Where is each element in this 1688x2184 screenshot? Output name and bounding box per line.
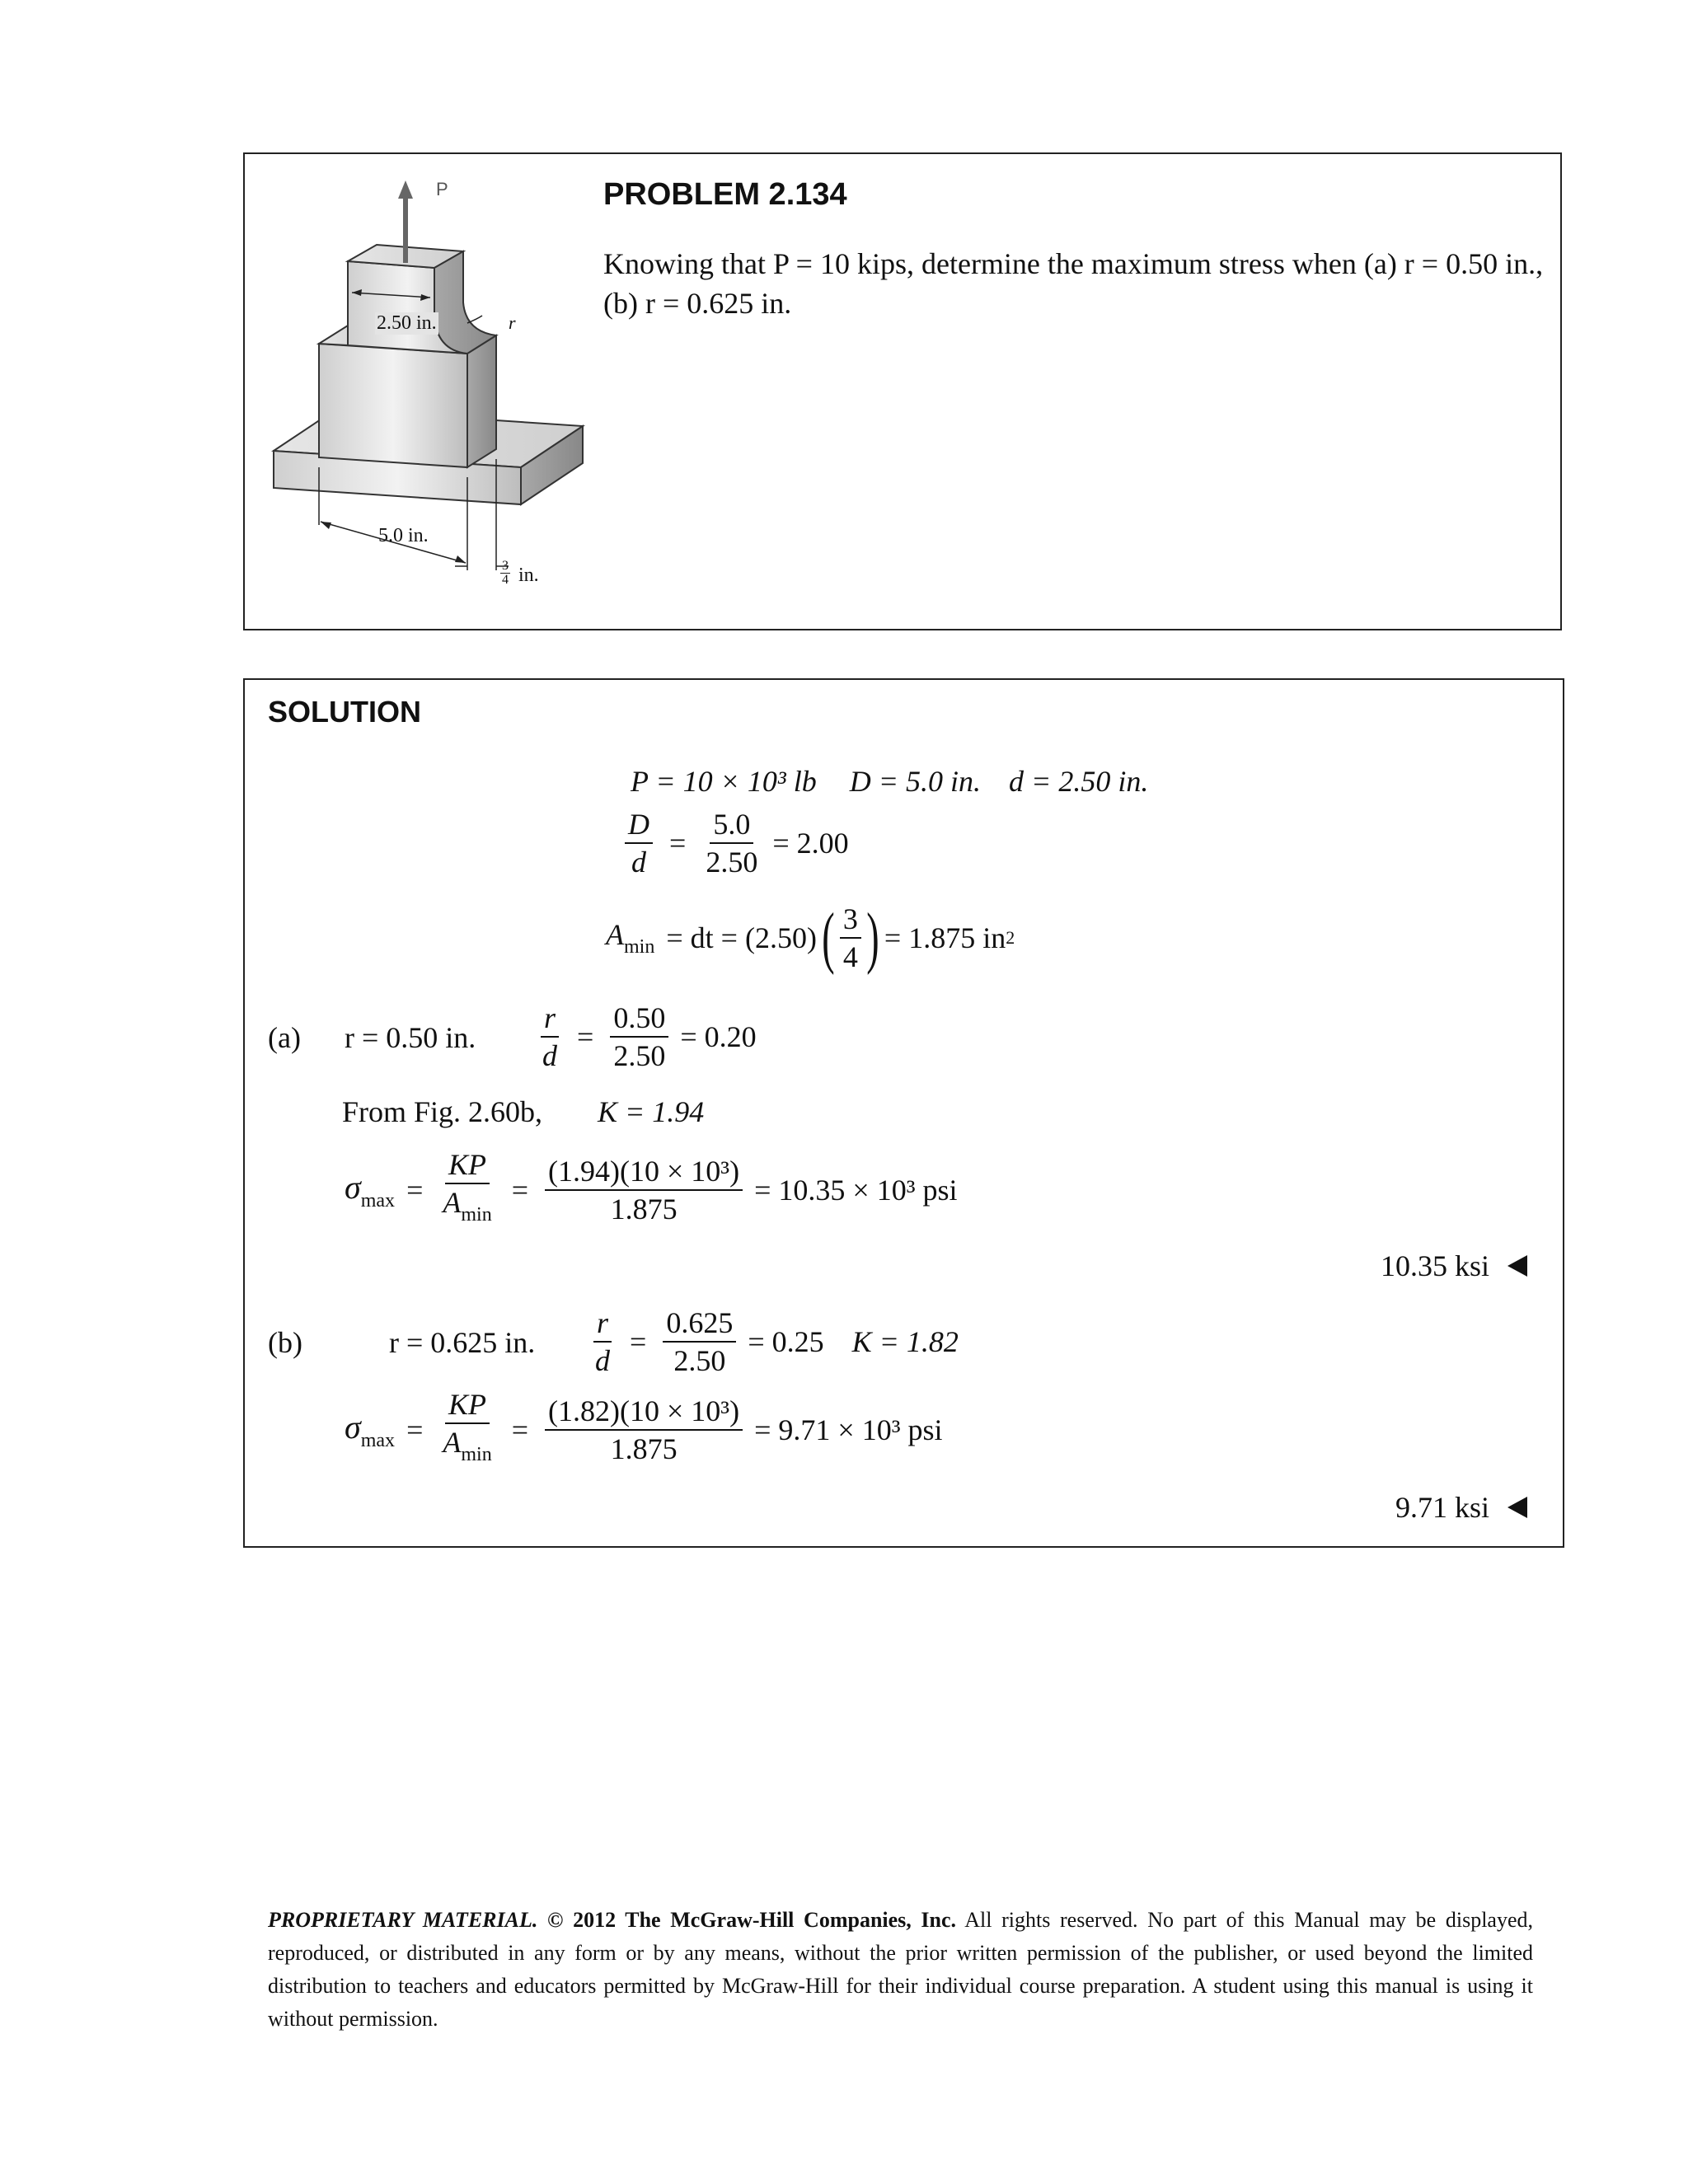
- part-a-label: (a): [268, 1021, 301, 1054]
- part-a-fig-ref: From Fig. 2.60b,: [342, 1095, 543, 1128]
- problem-statement-line2: (b) r = 0.625 in.: [603, 287, 792, 320]
- paren-right: ): [866, 899, 879, 976]
- paren-left: (: [822, 899, 835, 976]
- area-eq1: = dt = (2.50): [666, 921, 817, 954]
- figure-thickness-num: 3: [502, 559, 509, 573]
- solution-heading: SOLUTION: [268, 695, 421, 729]
- copyright-footer: [268, 1904, 1533, 2036]
- frac-ratio-b: [663, 1306, 736, 1377]
- given-d: d = 2.50 in.: [1009, 765, 1149, 798]
- part-a-r: r = 0.50 in.: [345, 1021, 476, 1054]
- area-symbol: [606, 917, 654, 958]
- part-b-r: r = 0.625 in.: [389, 1326, 536, 1359]
- sigma-max: [345, 1408, 395, 1452]
- frac-den: [439, 1184, 495, 1231]
- frac-num: (1.82)(10 × 10³): [545, 1394, 743, 1431]
- frac-den: 2.50: [673, 1344, 726, 1377]
- area-equation: [606, 899, 1015, 976]
- problem-title: PROBLEM 2.134: [603, 177, 847, 212]
- figure-base-label: 5.0 in.: [378, 525, 429, 546]
- frac-den: d: [542, 1039, 557, 1072]
- part-b-ratio: [587, 1306, 959, 1377]
- answer-marker-icon: [1507, 1497, 1527, 1518]
- frac-den: d: [631, 846, 646, 879]
- given-P: P = 10 × 10³ lb: [631, 765, 817, 798]
- part-b-ratio-result: = 0.25: [748, 1325, 824, 1358]
- ratio-Dd: [620, 808, 849, 879]
- frac-stress-b: [545, 1394, 743, 1465]
- equals-sign: =: [669, 827, 687, 860]
- frac-num: 5.0: [710, 808, 753, 844]
- equals-sign: =: [406, 1413, 424, 1446]
- frac-num: (1.94)(10 × 10³): [545, 1155, 743, 1191]
- frac-num: KP: [445, 1148, 490, 1184]
- sigma-sub: max: [360, 1189, 396, 1212]
- frac-den: 1.875: [610, 1432, 678, 1465]
- frac-den: [439, 1424, 495, 1471]
- figure-thickness-den: 4: [502, 573, 509, 587]
- problem-figure: [261, 171, 607, 616]
- figure-radius-label: r: [509, 312, 516, 333]
- frac-den: 2.50: [613, 1039, 666, 1072]
- frac-num: 0.625: [663, 1306, 736, 1343]
- frac-num: 0.50: [610, 1001, 668, 1038]
- frac-den: 2.50: [706, 846, 758, 879]
- frac-3-over-4: [840, 902, 861, 973]
- answer-marker-icon: [1507, 1255, 1527, 1277]
- part-b-answer: [1395, 1490, 1527, 1525]
- footer-copyright: © 2012 The McGraw-Hill Companies, Inc.: [547, 1908, 957, 1932]
- equals-sign: =: [511, 1173, 529, 1207]
- part-b-stress-result: = 9.71 × 10³ psi: [754, 1413, 943, 1446]
- part-a-stress-result: = 10.35 × 10³ psi: [754, 1173, 958, 1207]
- frac-ratio-a: [610, 1001, 668, 1072]
- problem-box: [243, 152, 1562, 630]
- given-line: [631, 764, 1148, 799]
- sigma-max: [345, 1168, 395, 1212]
- frac-den: 4: [842, 940, 858, 973]
- part-b-label: (b): [268, 1326, 302, 1359]
- frac-num: 3: [840, 902, 861, 939]
- equals-sign: =: [630, 1325, 647, 1358]
- figure-width-label: 2.50 in.: [377, 312, 437, 334]
- A-symbol: A: [443, 1426, 462, 1459]
- frac-num: r: [593, 1306, 612, 1343]
- part-b-K: K = 1.82: [851, 1325, 959, 1358]
- part-b-stress: [345, 1388, 943, 1471]
- sigma-symbol: σ: [345, 1408, 361, 1446]
- part-b-answer-value: 9.71 ksi: [1395, 1491, 1489, 1524]
- given-D: D = 5.0 in.: [849, 765, 982, 798]
- sigma-sub: max: [360, 1429, 396, 1451]
- figure-thickness-fraction: [500, 560, 510, 587]
- frac-r-over-d: [539, 1001, 560, 1072]
- part-a-answer-value: 10.35 ksi: [1380, 1249, 1489, 1282]
- part-a-answer: [1381, 1249, 1527, 1283]
- frac-num: KP: [445, 1388, 490, 1424]
- frac-KP-over-A: [439, 1388, 495, 1471]
- figure-thickness-unit: in.: [518, 565, 539, 586]
- A-sub: min: [461, 1204, 492, 1226]
- area-result-sup: 2: [1006, 927, 1015, 948]
- footer-proprietary: PROPRIETARY MATERIAL.: [268, 1908, 538, 1932]
- part-a-K: K = 1.94: [598, 1095, 705, 1128]
- part-a-stress: [345, 1148, 958, 1231]
- A-symbol: A: [443, 1186, 462, 1219]
- area-result: = 1.875 in: [884, 921, 1006, 954]
- footer-text: All rights reserved. No part of this Manual may be displayed, reproduced, or distributed in any form or by any means, without the prior written permission of the publisher, or used beyond the limited distribution to teachers and educators permitted by McGraw-Hill for their individual course preparation. A student using this manual is using it without permission.: [268, 1908, 1534, 2031]
- problem-statement-line1: Knowing that P = 10 kips, determine the maximum stress when (a) r = 0.50 in.,: [603, 247, 1544, 280]
- frac-stress-a: [545, 1155, 743, 1226]
- ratio-Dd-result: = 2.00: [772, 827, 849, 860]
- frac-r-over-d: [592, 1306, 613, 1377]
- equals-sign: =: [577, 1020, 594, 1053]
- part-a-ratio-result: = 0.20: [680, 1020, 757, 1053]
- frac-KP-over-A: [439, 1148, 495, 1231]
- sigma-symbol: σ: [345, 1168, 361, 1206]
- area-sub: min: [624, 936, 655, 958]
- frac-5-over-2.5: [702, 808, 761, 879]
- figure-load-label: P: [436, 179, 448, 199]
- A-sub: min: [461, 1444, 492, 1465]
- area-A: A: [606, 918, 624, 951]
- frac-num: D: [625, 808, 653, 844]
- frac-den: d: [595, 1344, 610, 1377]
- part-a-ratio: [534, 1001, 757, 1072]
- frac-num: r: [541, 1001, 559, 1038]
- frac-den: 1.875: [610, 1192, 678, 1226]
- equals-sign: =: [511, 1413, 529, 1446]
- equals-sign: =: [406, 1173, 424, 1207]
- frac-D-over-d: [625, 808, 653, 879]
